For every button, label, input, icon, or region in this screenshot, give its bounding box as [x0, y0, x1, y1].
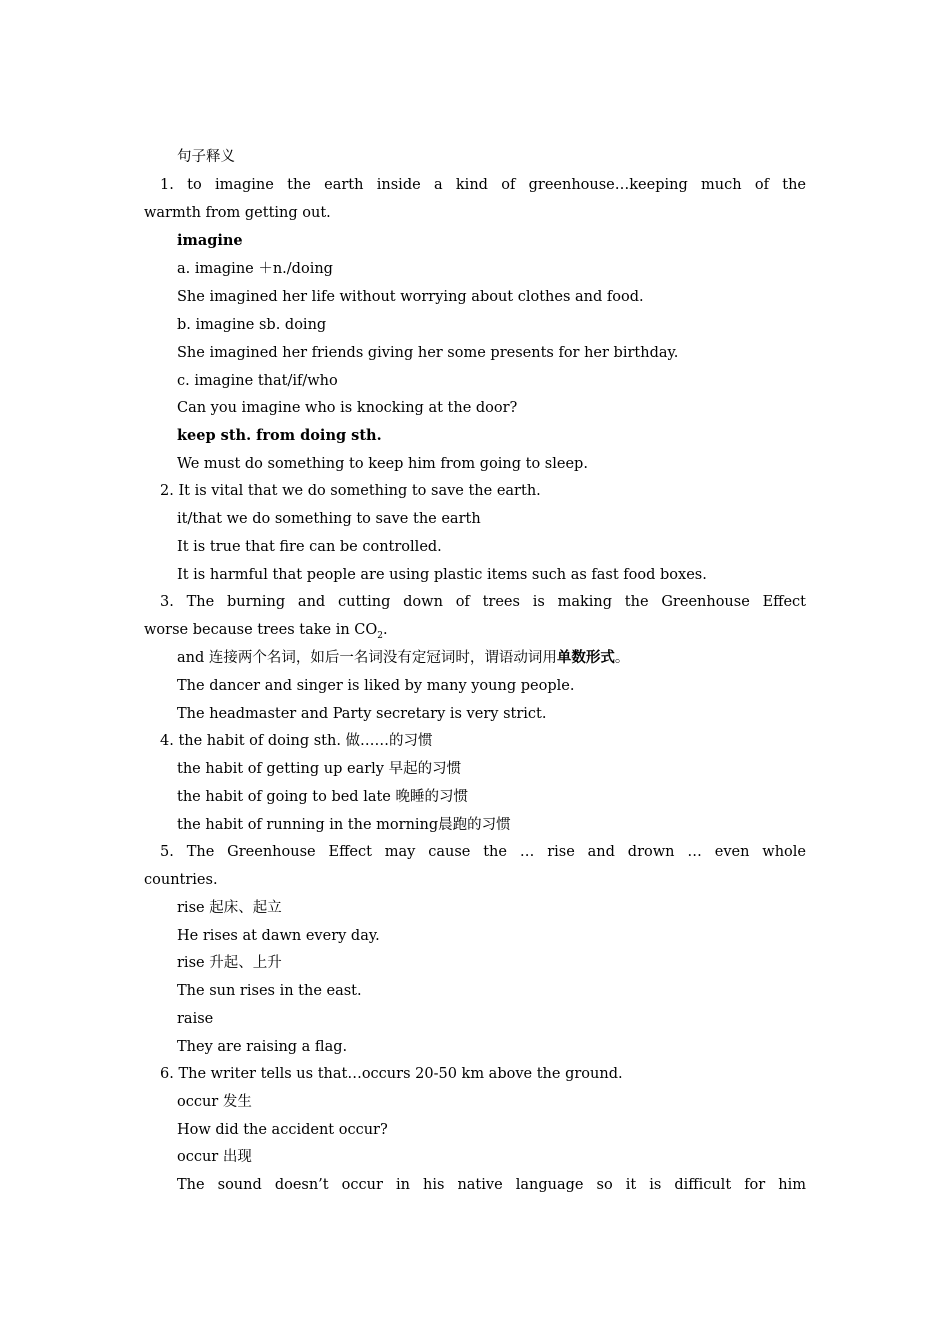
example-4a: the habit of getting up early 早起的习惯 — [177, 761, 462, 777]
example-a: She imagined her life without worrying about clothes and food. — [177, 289, 644, 305]
term-rise-2: rise 升起、上升 — [177, 955, 282, 971]
sentence-1-cont: warmth from getting out. — [144, 205, 331, 221]
example-2a: It is true that fire can be controlled. — [177, 539, 442, 555]
example-occur-1: How did the accident occur? — [177, 1122, 388, 1138]
sentence-2: 2. It is vital that we do something to save the earth. — [160, 483, 541, 499]
sentence-1: 1. to imagine the earth inside a kind of greenhouse…keeping much of the — [160, 177, 806, 193]
term-raise: raise — [177, 1011, 214, 1027]
usage-a: a. imagine ＋n./doing — [177, 261, 333, 277]
grammar-note-3-bold: 单数形式 — [556, 649, 615, 666]
section-heading: 句子释义 — [177, 149, 235, 165]
sentence-3-cont-end: . — [383, 622, 388, 638]
term-keep-from: keep sth. from doing sth. — [177, 427, 382, 444]
sentence-5-cont: countries. — [144, 872, 218, 888]
usage-b: b. imagine sb. doing — [177, 317, 327, 333]
usage-c: c. imagine that/if/who — [177, 373, 338, 389]
sentence-5: 5. The Greenhouse Effect may cause the … rise and drown … even whole — [160, 844, 806, 860]
example-rise-1: He rises at dawn every day. — [177, 928, 380, 944]
example-b: She imagined her friends giving her some presents for her birthday. — [177, 345, 679, 361]
example-2b: It is harmful that people are using plastic items such as fast food boxes. — [177, 567, 707, 583]
example-4b: the habit of going to bed late 晚睡的习惯 — [177, 789, 468, 805]
sentence-3-cont-text: worse because trees take in CO — [144, 622, 378, 638]
sentence-3-cont — [144, 620, 388, 640]
example-occur-2: The sound doesn’t occur in his native language so it is difficult for him — [177, 1177, 806, 1193]
sentence-6: 6. The writer tells us that…occurs 20-50 km above the ground. — [160, 1066, 623, 1082]
term-occur-1: occur 发生 — [177, 1094, 252, 1110]
note-2: it/that we do something to save the earth — [177, 511, 481, 527]
term-occur-2: occur 出现 — [177, 1149, 252, 1165]
sentence-4: 4. the habit of doing sth. 做……的习惯 — [160, 733, 433, 749]
example-3b: The headmaster and Party secretary is very strict. — [177, 706, 547, 722]
sentence-3: 3. The burning and cutting down of trees is making the Greenhouse Effect — [160, 594, 806, 610]
example-rise-2: The sun rises in the east. — [177, 983, 362, 999]
example-4c: the habit of running in the morning晨跑的习惯 — [177, 817, 511, 833]
example-3a: The dancer and singer is liked by many young people. — [177, 678, 575, 694]
grammar-note-3-text: and 连接两个名词，如后一名词没有定冠词时，谓语动词用 — [177, 650, 557, 666]
example-keep-from: We must do something to keep him from going to sleep. — [177, 456, 588, 472]
example-raise: They are raising a flag. — [177, 1039, 348, 1055]
term-imagine: imagine — [177, 232, 243, 249]
example-c: Can you imagine who is knocking at the door? — [177, 400, 518, 416]
term-rise-1: rise 起床、起立 — [177, 900, 282, 916]
grammar-note-3-end: 。 — [614, 650, 630, 666]
grammar-note-3 — [177, 648, 629, 668]
subscript-2: 2 — [377, 630, 384, 641]
